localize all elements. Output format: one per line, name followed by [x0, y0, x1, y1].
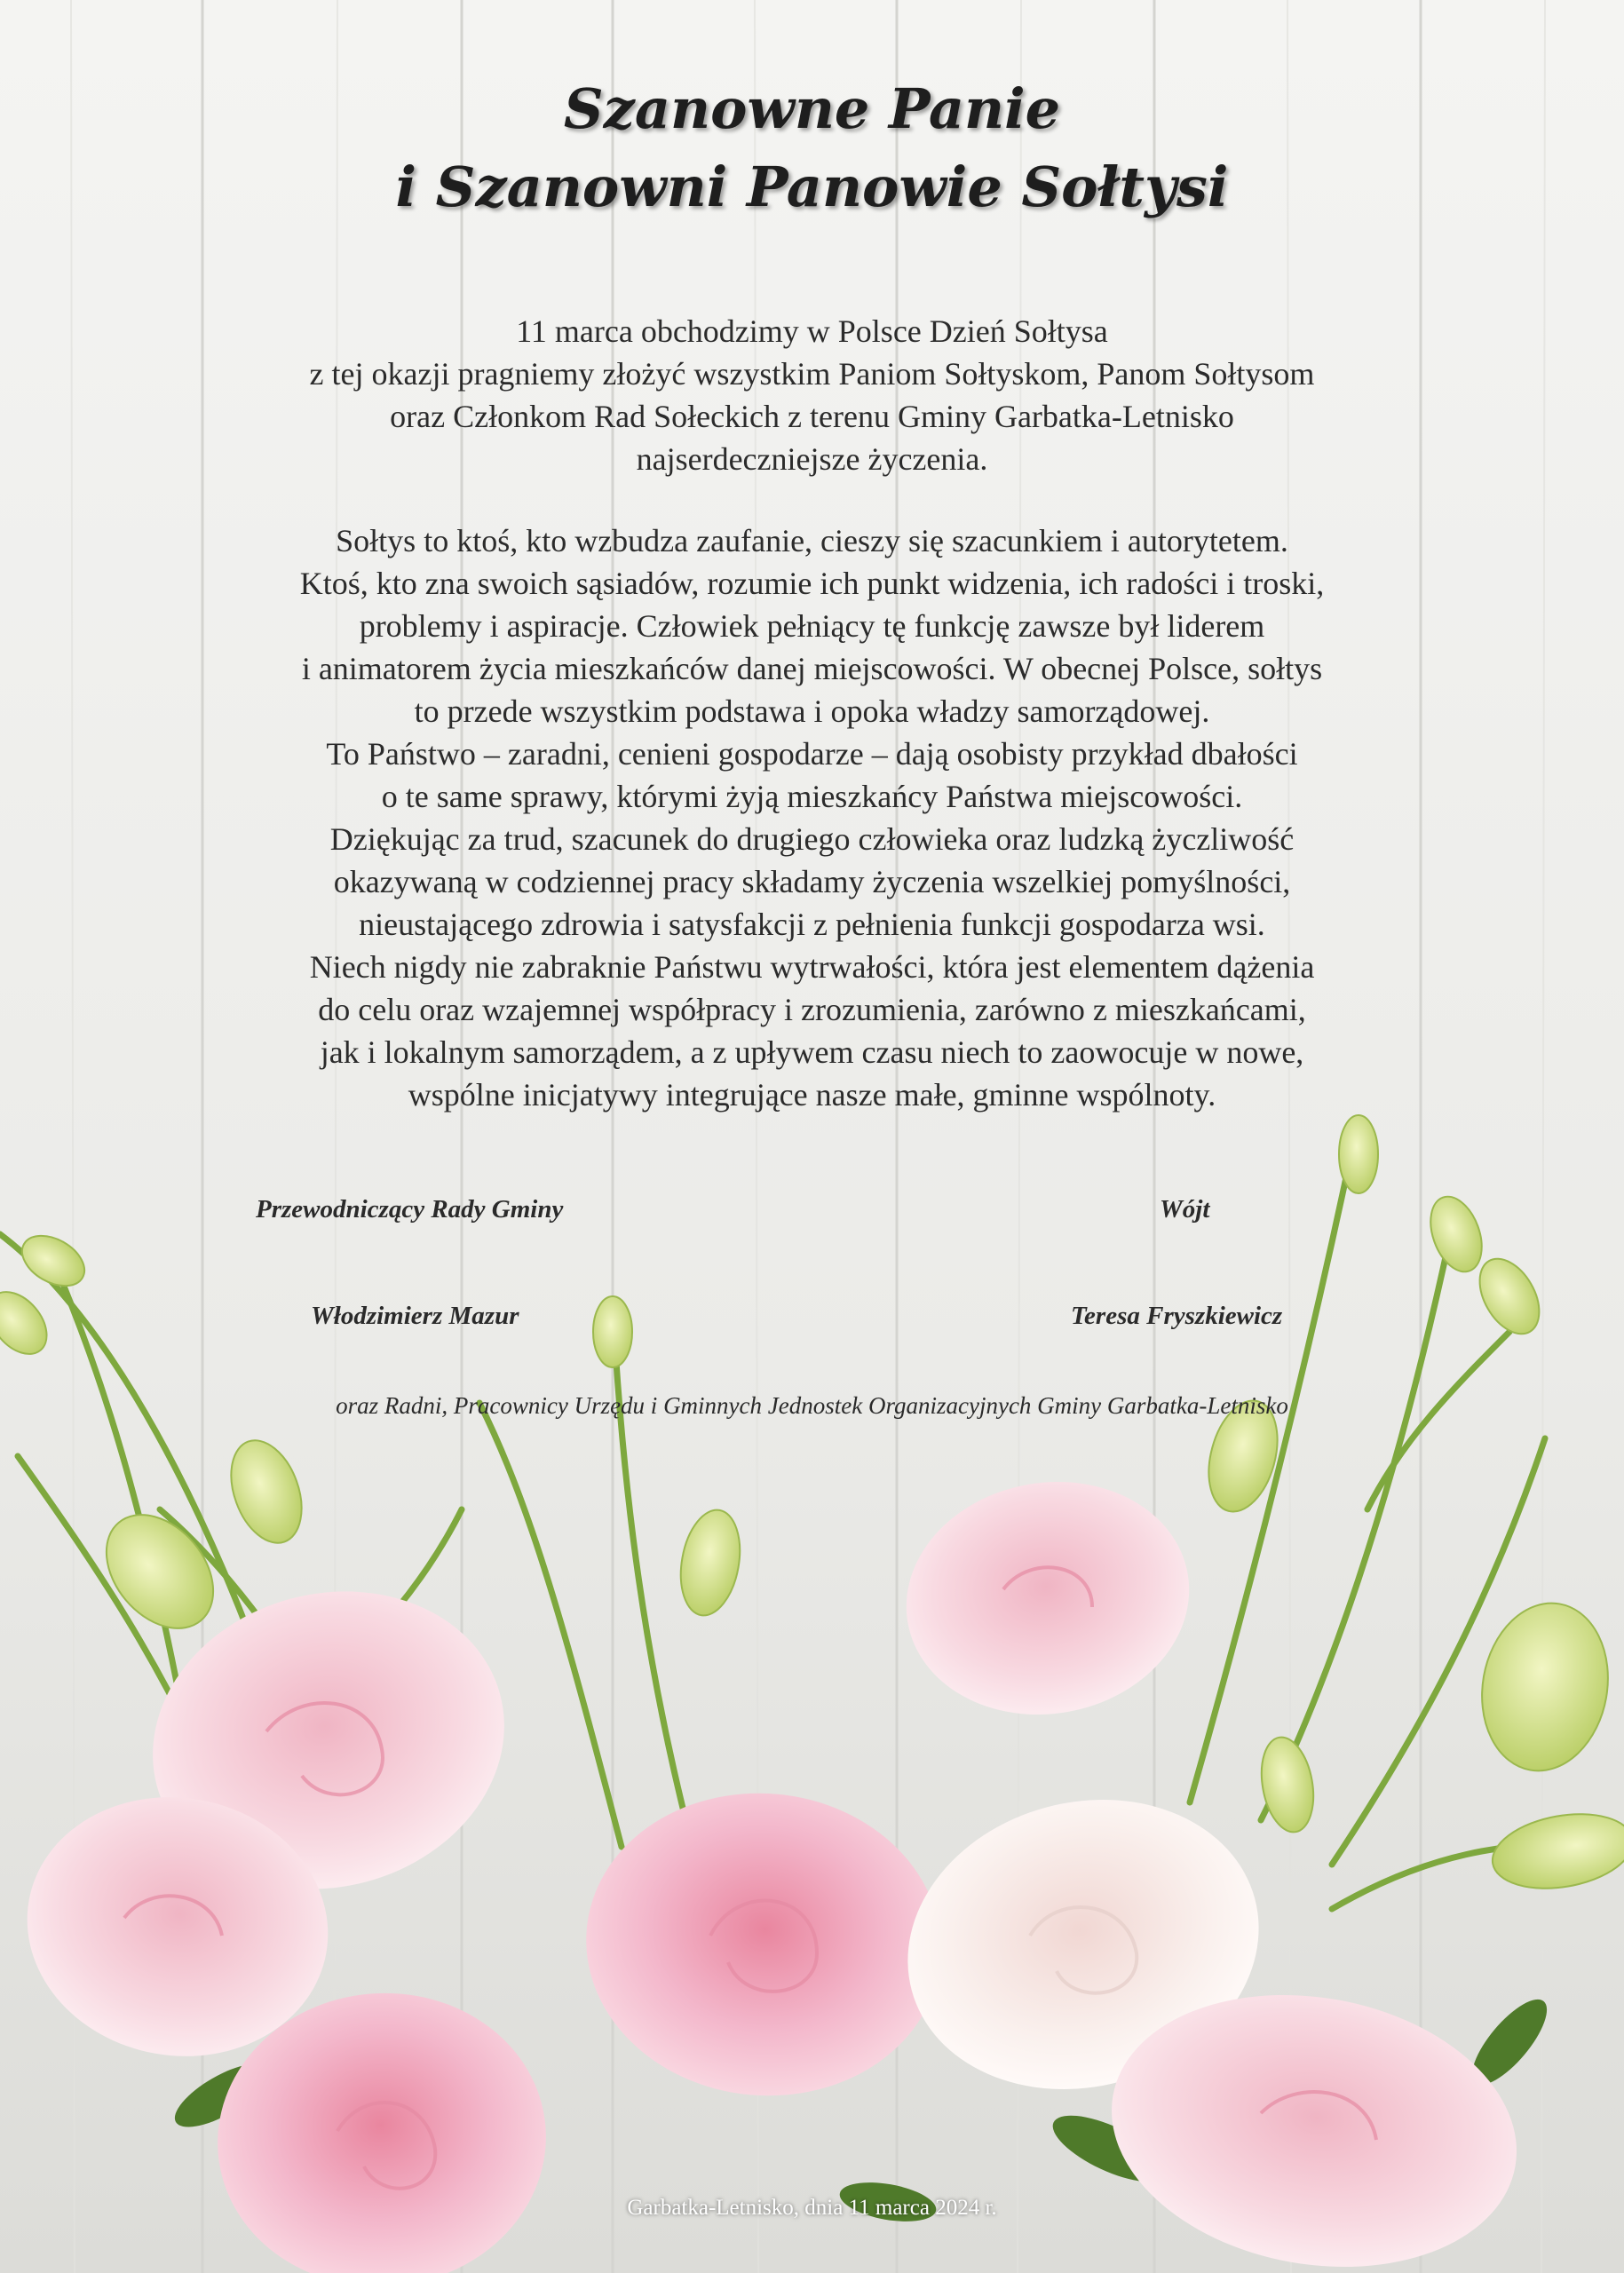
title-line-2: i Szanowni Panowie Sołtysi: [395, 154, 1229, 219]
body-line: o te same sprawy, którymi żyją mieszkańcy Państwa miejscowości.: [381, 779, 1243, 814]
body-line: wspólne inicjatywy integrujące nasze małe, gminne wspólnoty.: [408, 1077, 1216, 1113]
intro-line: 11 marca obchodzimy w Polsce Dzień Sołtysa: [516, 313, 1108, 349]
closing-signatories: oraz Radni, Pracownicy Urzędu i Gminnych Jednostek Organizacyjnych Gminy Garbatka-Letnisko: [336, 1392, 1288, 1419]
body-line: nieustającego zdrowia i satysfakcji z pełnienia funkcji gospodarza wsi.: [359, 907, 1265, 942]
body-line: do celu oraz wzajemnej współpracy i zrozumienia, zarówno z mieszkańcami,: [318, 992, 1306, 1027]
intro-line: z tej okazji pragniemy złożyć wszystkim Paniom Sołtyskom, Panom Sołtysom: [309, 356, 1315, 392]
body-line: jak i lokalnym samorządem, a z upływem czasu niech to zaowocuje w nowe,: [320, 1034, 1304, 1070]
mayor-title: Wójt: [1160, 1195, 1210, 1224]
body-line: okazywaną w codziennej pracy składamy życzenia wszelkiej pomyślności,: [333, 864, 1291, 899]
body-line: To Państwo – zaradni, cenieni gospodarze – dają osobisty przykład dbałości: [326, 736, 1298, 772]
mayor-name: Teresa Fryszkiewicz: [1071, 1302, 1283, 1330]
body-line: Sołtys to ktoś, kto wzbudza zaufanie, cieszy się szacunkiem i autorytetem.: [336, 523, 1288, 558]
council-chairman-title: Przewodniczący Rady Gminy: [256, 1195, 564, 1224]
council-chairman-name: Włodzimierz Mazur: [311, 1302, 519, 1330]
body-line: i animatorem życia mieszkańców danej miejscowości. W obecnej Polsce, sołtys: [301, 651, 1323, 686]
body-line: Dziękując za trud, szacunek do drugiego człowieka oraz ludzką życzliwość: [329, 821, 1295, 857]
title-line-1: Szanowne Panie: [563, 76, 1061, 141]
intro-paragraph: [0, 310, 1624, 480]
intro-line: najserdeczniejsze życzenia.: [636, 441, 988, 477]
main-paragraph: [0, 519, 1624, 1116]
body-line: problemy i aspiracje. Człowiek pełniący tę funkcję zawsze był liderem: [359, 608, 1265, 644]
intro-line: oraz Członkom Rad Sołeckich z terenu Gminy Garbatka-Letnisko: [390, 399, 1234, 434]
body-line: Ktoś, kto zna swoich sąsiadów, rozumie ich punkt widzenia, ich radości i troski,: [299, 566, 1325, 601]
body-line: to przede wszystkim podstawa i opoka władzy samorządowej.: [414, 693, 1210, 729]
body-line: Niech nigdy nie zabraknie Państwu wytrwałości, która jest elementem dążenia: [309, 949, 1315, 985]
place-date-line: Garbatka-Letnisko, dnia 11 marca 2024 r.: [627, 2196, 997, 2220]
